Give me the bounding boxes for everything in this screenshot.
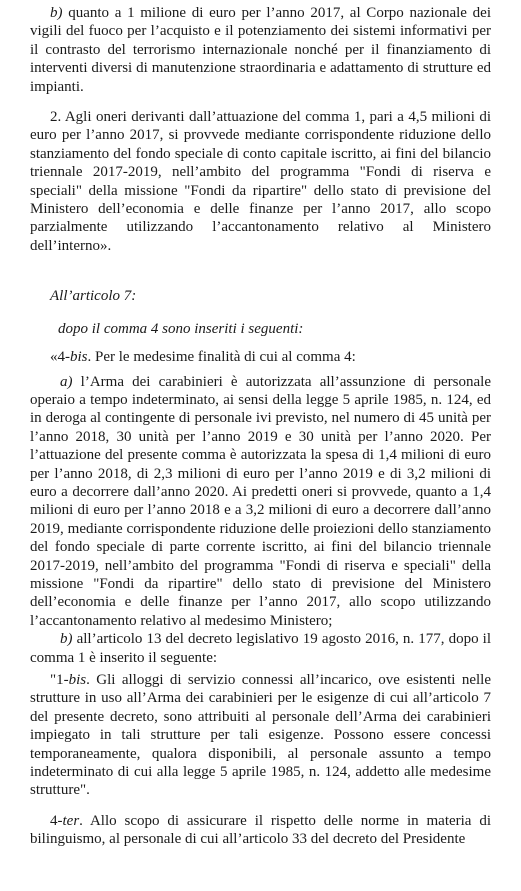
- paragraph-4-ter-text: . Allo scopo di assicurare il rispetto delle norme in materia di bilinguismo, al personale di cui all’articolo 33 del decreto del Presidente: [30, 812, 491, 848]
- quoted-paragraph-1-bis: [30, 671, 491, 800]
- paragraph-4-bis: [30, 348, 491, 366]
- subparagraph-b: [30, 630, 491, 667]
- paragraph-b-text: quanto a 1 milione di euro per l’anno 2017, al Corpo nazionale dei vigili del fuoco per l’acquisto e il potenziamento dei sistemi informativi per il contrasto del terrorismo internazionale nonché per il finanziamento di interventi diversi di manutenzione straordinaria e adattamento di strutture ed impianti.: [30, 5, 491, 95]
- paragraph-4-ter-prefix: 4-: [50, 812, 63, 829]
- subparagraph-a: [30, 373, 491, 631]
- paragraph-b: [30, 4, 491, 96]
- subparagraph-b-text: all’articolo 13 del decreto legislativo 19 agosto 2016, n. 177, dopo il comma 1 è inserito il seguente:: [30, 631, 491, 666]
- heading-article-7: All’articolo 7:: [50, 288, 137, 305]
- quoted-prefix: "1-: [50, 672, 69, 688]
- list-letter-b: b): [50, 5, 63, 21]
- paragraph-2: 2. Agli oneri derivanti dall’attuazione del comma 1, pari a 4,5 milioni di euro per l’anno 2017, si provvede mediante corrispondente riduzione dello stanziamento del fondo speciale di conto capitale iscritto, ai fini del bilancio triennale 2017-2019, nell’ambito del programma "Fondi di riserva e speciali" della missione "Fondi da ripartire" dello stato di previsione del Ministero dell’economia e delle finanze per l’anno 2017, allo scopo parzialmente utilizzando l’accantonamento relativo al Ministero dell’interno».: [30, 109, 491, 254]
- paragraph-4-bis-text: . Per le medesime finalità di cui al comma 4:: [87, 349, 356, 366]
- quoted-text: . Gli alloggi di servizio connessi all’incarico, ove esistenti nelle strutture in uso all’Arma dei carabinieri per le esigenze di cui all’articolo 7 del presente decreto, sono attribuiti al personale dell’Arma dei carabinieri impiegato in tali strutture per tali esigenze. Possono essere concessi temporaneamente, qualora disponibili, al personale assunto a tempo indeterminato di cui alla legge 5 aprile 1985, n. 124, addetto alle medesime strutture".: [30, 672, 491, 799]
- paragraph-4-bis-prefix: «4-: [50, 349, 70, 366]
- paragraph-4-bis-label: bis: [70, 349, 88, 366]
- quoted-label: bis: [68, 672, 87, 688]
- paragraph-4-ter: [30, 812, 491, 849]
- heading-after-comma-4: dopo il comma 4 sono inseriti i seguenti:: [58, 320, 304, 337]
- list-letter-b-sub: b): [60, 631, 73, 648]
- paragraph-4-ter-label: ter: [62, 812, 80, 829]
- subparagraph-a-text: l’Arma dei carabinieri è autorizzata all’assunzione di personale operaio a tempo indeterminato, ai sensi della legge 5 aprile 1985, n. 124, ed in deroga al contingente di personale ivi previsto, nel numero di 45 unità per l’anno 2018, 30 unità per l’anno 2019 e 30 unità per l’anno 2020. Per l’attuazione del presente comma è autorizzata la spesa di 1,4 milioni di euro per l’anno 2018, di 2,3 milioni di euro per l’anno 2019 e di 3,2 milioni di euro a decorrere dall’anno 2020. Ai predetti oneri si provvede, quanto a 1,4 milioni di euro per l’anno 2018 e a 3,2 milioni di euro a decorrere dall’anno 2019, mediante corrispondente riduzione delle proiezioni dello stanziamento del fondo speciale di parte corrente iscritto, ai fini del bilancio triennale 2017-2019, nell’ambito del programma "Fondi di riserva e speciali" della missione "Fondi da ripartire" dello stato di previsione del Ministero dell’economia e delle finanze per l’anno 2017, allo scopo utilizzando l’accantonamento relativo al medesimo Ministero;: [30, 373, 491, 629]
- list-letter-a: a): [60, 373, 73, 390]
